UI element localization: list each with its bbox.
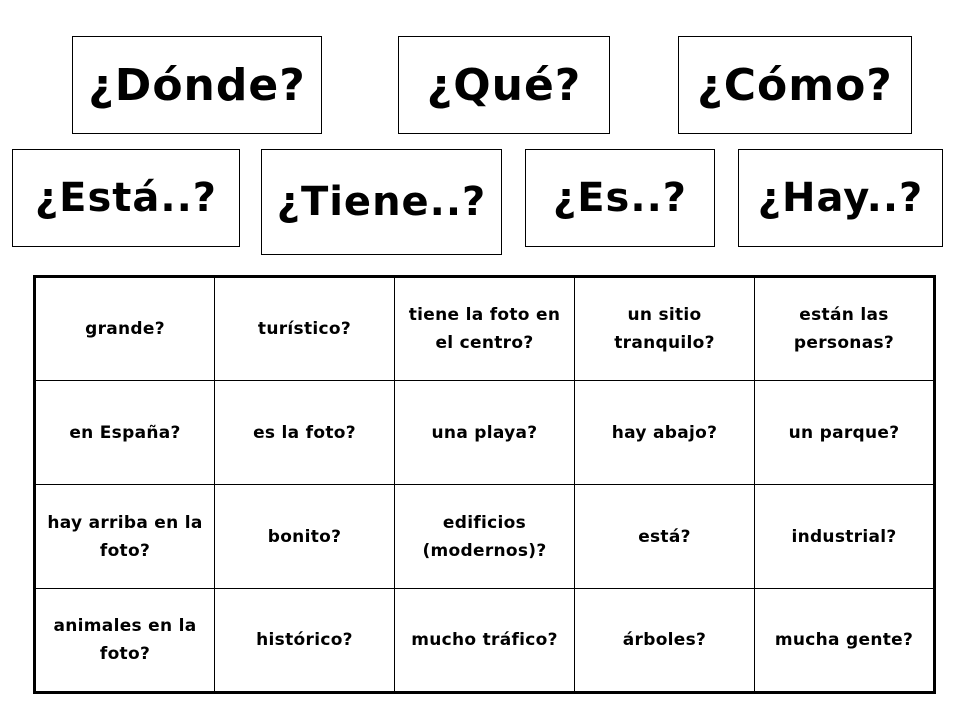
table-cell: árboles?	[575, 589, 755, 693]
question-card-tiene	[261, 149, 502, 255]
table-cell: edificios (modernos)?	[395, 485, 575, 589]
question-card-que	[398, 36, 610, 134]
question-card-hay	[738, 149, 943, 247]
table-cell: una playa?	[395, 381, 575, 485]
table-row	[35, 381, 935, 485]
table-cell: turístico?	[215, 277, 395, 381]
table-cell: hay arriba en la foto?	[35, 485, 215, 589]
vocabulary-table	[33, 275, 936, 694]
table-cell: mucha gente?	[755, 589, 935, 693]
table-cell: grande?	[35, 277, 215, 381]
question-text: ¿Qué?	[426, 59, 582, 111]
question-card-como	[678, 36, 912, 134]
table-cell: están las personas?	[755, 277, 935, 381]
table-cell: industrial?	[755, 485, 935, 589]
table-row	[35, 277, 935, 381]
question-text: ¿Cómo?	[697, 59, 893, 111]
table-cell: animales en la foto?	[35, 589, 215, 693]
question-text: ¿Hay..?	[757, 175, 924, 221]
table-cell: mucho tráfico?	[395, 589, 575, 693]
question-card-es	[525, 149, 715, 247]
question-text: ¿Está..?	[34, 175, 218, 221]
table-cell: un sitio tranquilo?	[575, 277, 755, 381]
table-cell: hay abajo?	[575, 381, 755, 485]
table-cell: histórico?	[215, 589, 395, 693]
table-cell: un parque?	[755, 381, 935, 485]
table-row	[35, 485, 935, 589]
question-card-esta	[12, 149, 240, 247]
question-text: ¿Dónde?	[88, 59, 306, 111]
table-cell: tiene la foto en el centro?	[395, 277, 575, 381]
table-row	[35, 589, 935, 693]
question-text: ¿Es..?	[553, 175, 687, 221]
question-card-donde	[72, 36, 322, 134]
table-cell: en España?	[35, 381, 215, 485]
table-cell: está?	[575, 485, 755, 589]
table-cell: es la foto?	[215, 381, 395, 485]
table-cell: bonito?	[215, 485, 395, 589]
question-text: ¿Tiene..?	[276, 179, 487, 225]
